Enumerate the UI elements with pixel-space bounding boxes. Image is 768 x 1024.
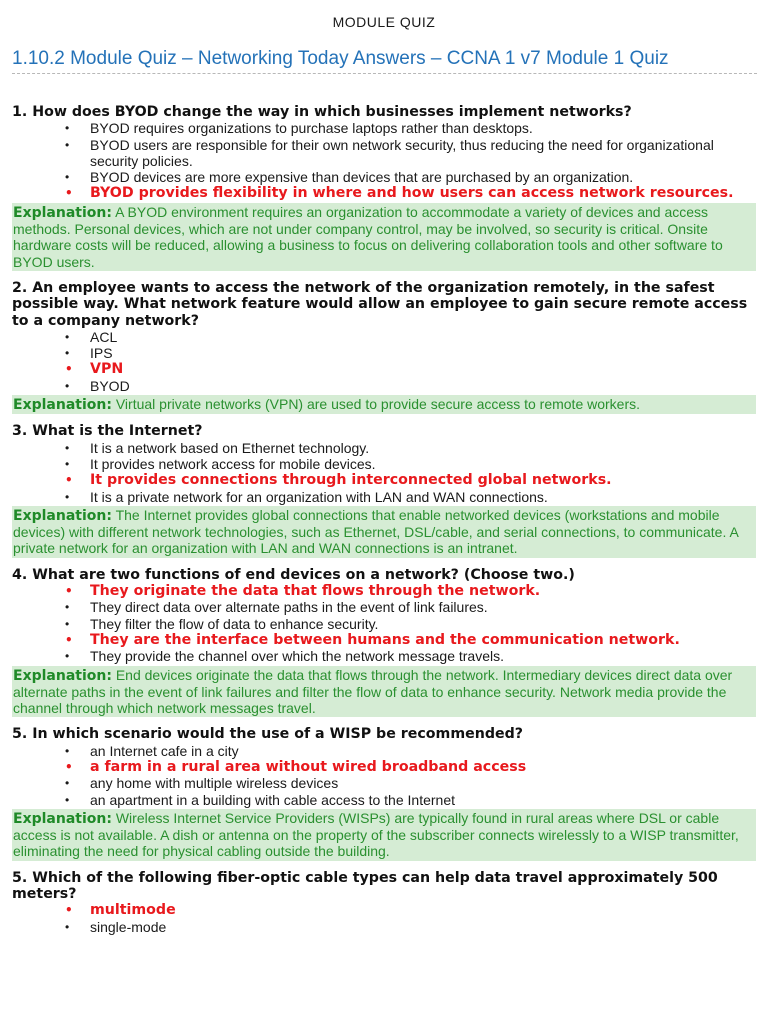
correct-option: • They originate the data that flows through the network. — [12, 583, 756, 599]
option: • They filter the flow of data to enhance security. — [12, 616, 756, 632]
option: • They provide the channel over which the network message travels. — [12, 648, 756, 664]
option: • single-mode — [12, 919, 756, 935]
option: • ACL — [12, 329, 756, 345]
option-list — [12, 440, 756, 505]
option: • They direct data over alternate paths in the event of link failures. — [12, 599, 756, 615]
option-list — [12, 120, 756, 201]
explanation-label: Explanation: — [13, 507, 112, 524]
question-text: 3. What is the Internet? — [12, 423, 203, 440]
question-text: 5. Which of the following fiber-optic cable types can help data travel approximately 500 meters? — [12, 869, 718, 903]
explanation-label: Explanation: — [13, 397, 112, 414]
explanation-label: Explanation: — [13, 810, 112, 827]
question-text: 4. What are two functions of end devices on a network? (Choose two.) — [12, 566, 575, 583]
explanation-box — [12, 506, 756, 558]
option: • BYOD requires organizations to purchase laptops rather than desktops. — [12, 120, 756, 136]
question-text: 1. How does BYOD change the way in which businesses implement networks? — [12, 104, 632, 120]
option: • It provides network access for mobile devices. — [12, 456, 756, 472]
correct-option: • BYOD provides flexibility in where and how users can access network resources. — [12, 185, 756, 201]
option: • It is a private network for an organization with LAN and WAN connections. — [12, 489, 756, 505]
correct-option: • multimode — [12, 902, 756, 918]
explanation-label: Explanation: — [13, 667, 112, 684]
option: • BYOD devices are more expensive than devices that are purchased by an organization. — [12, 169, 756, 185]
explanation-text: A BYOD environment requires an organization to accommodate a variety of devices and access methods. Personal devices, which are not under company control, may be involved, so security is critical. Onsite hardware costs will be reduced, allowing a business to focus on delivering collaboration tools and other software to BYOD users. — [13, 203, 723, 270]
explanation-box — [12, 809, 756, 861]
option: • It is a network based on Ethernet technology. — [12, 440, 756, 456]
option-list — [12, 743, 756, 808]
question-block — [12, 726, 756, 860]
page-header: MODULE QUIZ — [332, 14, 436, 30]
option-list — [12, 902, 756, 935]
explanation-label: Explanation: — [13, 204, 112, 221]
correct-option: • a farm in a rural area without wired broadband access — [12, 759, 756, 775]
question-block — [12, 280, 756, 414]
explanation-text: End devices originate the data that flows through the network. Intermediary devices direct data over alternate paths in the event of link failures and filter the flow of data to enhance security. Network media provide the channel through which network messages travel. — [13, 666, 733, 717]
explanation-text: The Internet provides global connections that enable networked devices (workstations and mobile devices) with different network technologies, such as Ethernet, DSL/cable, and serial connections, to communicate. A private network for an organization with LAN and WAN connections is an intranet. — [13, 506, 739, 557]
option: • an Internet cafe in a city — [12, 743, 756, 759]
correct-option: • They are the interface between humans and the communication network. — [12, 632, 756, 648]
explanation-text: Wireless Internet Service Providers (WISPs) are typically found in rural areas where DSL or cable access is not available. A dish or antenna on the property of the subscriber connects wirelessly to a WISP transmitter, eliminating the need for physical cabling outside the building. — [13, 809, 739, 860]
question-block — [12, 567, 756, 718]
explanation-text: Virtual private networks (VPN) are used to provide secure access to remote workers. — [115, 396, 641, 413]
correct-option: • It provides connections through interconnected global networks. — [12, 472, 756, 488]
option: • any home with multiple wireless devices — [12, 775, 756, 791]
option: • an apartment in a building with cable access to the Internet — [12, 792, 756, 808]
quiz-content — [12, 104, 756, 935]
explanation-box — [12, 395, 756, 414]
option-list — [12, 583, 756, 664]
question-block — [12, 870, 756, 935]
option: • IPS — [12, 345, 756, 361]
question-text: 2. An employee wants to access the network of the organization remotely, in the safest possible way. What network feature would allow an employee to gain secure remote access to a company network? — [12, 279, 748, 329]
question-block — [12, 104, 756, 271]
correct-option: • VPN — [12, 361, 756, 377]
option: • BYOD — [12, 378, 756, 394]
question-block — [12, 423, 756, 557]
explanation-box — [12, 666, 756, 718]
page-title: 1.10.2 Module Quiz – Networking Today Answers – CCNA 1 v7 Module 1 Quiz — [12, 48, 757, 74]
option-list — [12, 329, 756, 394]
explanation-box — [12, 203, 756, 271]
question-text: 5. In which scenario would the use of a WISP be recommended? — [12, 726, 523, 743]
option: • BYOD users are responsible for their own network security, thus reducing the need for organizational security policies. — [12, 137, 756, 170]
